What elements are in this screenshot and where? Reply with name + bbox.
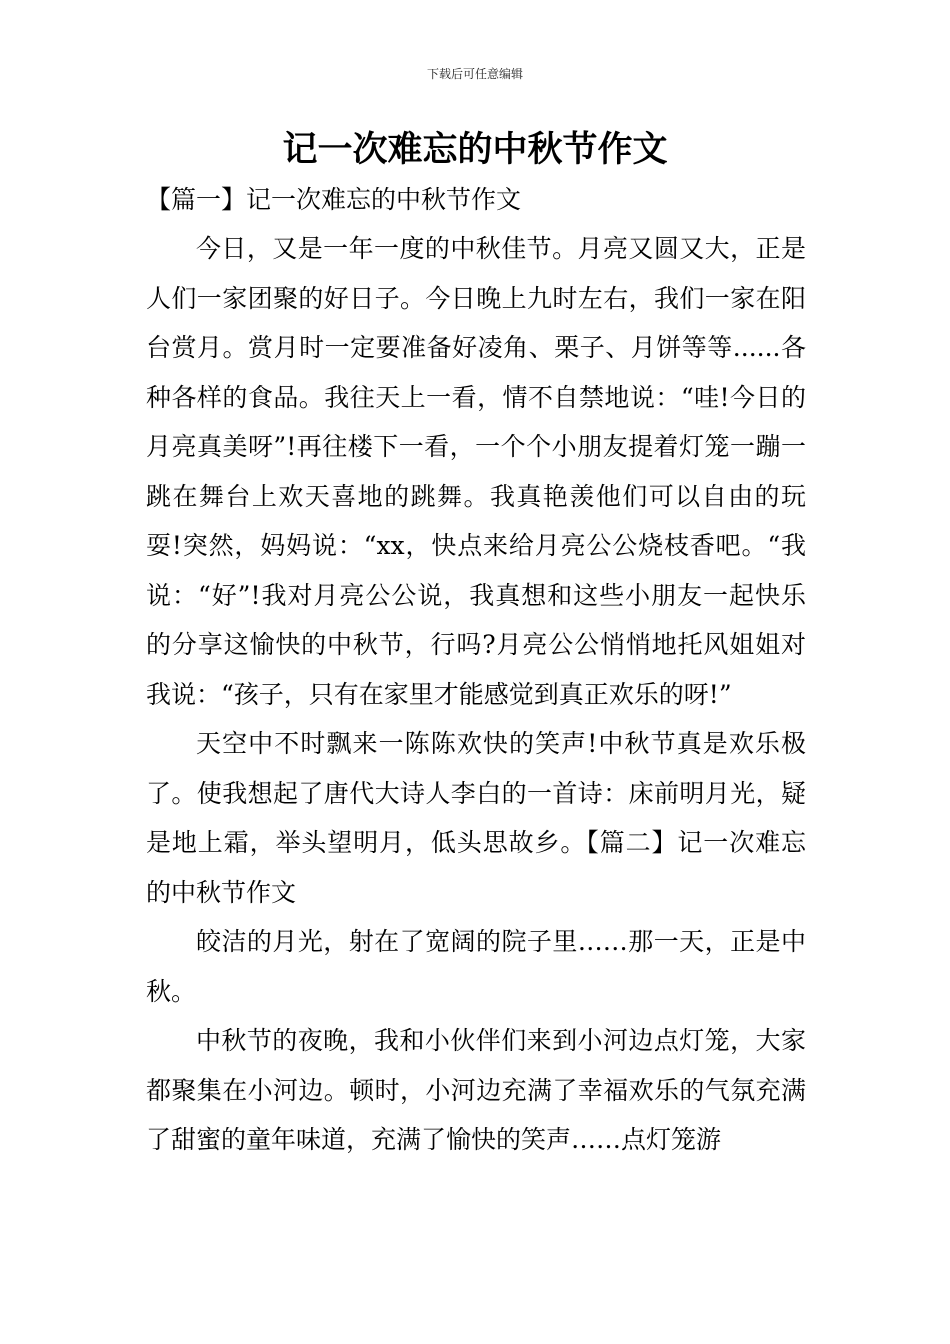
paragraph-1: 今日，又是一年一度的中秋佳节。月亮又圆又大，正是人们一家团聚的好日子。今日晚上九时左右，我们一家在阳台赏月。赏月时一定要准备好凌角、栗子、月饼等等......各种各样的食品。我往天上一看，情不自禁地说：“哇!今日的月亮真美呀”!再往楼下一看，一个个小朋友提着灯笼一蹦一跳在舞台上欢天喜地的跳舞。我真艳羡他们可以自由的玩耍!突然，妈妈说：“xx，快点来给月亮公公烧枝香吧。“我说：“好”!我对月亮公公说，我真想和这些小朋友一起快乐的分享这愉快的中秋节，行吗?月亮公公悄悄地托风姐姐对我说：“孩子，只有在家里才能感觉到真正欢乐的呀!” <box>146 234 806 709</box>
header-note: 下载后可任意编辑 <box>426 67 523 81</box>
document-body <box>146 176 806 1165</box>
section-heading: 【篇一】记一次难忘的中秋节作文 <box>146 185 522 214</box>
page-title: 记一次难忘的中秋节作文 <box>282 130 668 170</box>
paragraph-3: 皎洁的月光，射在了宽阔的院子里……那一天，正是中秋。 <box>146 927 806 1006</box>
paragraph-2: 天空中不时飘来一陈陈欢快的笑声!中秋节真是欢乐极了。使我想起了唐代大诗人李白的一首诗：床前明月光，疑是地上霜，举头望明月，低头思故乡。【篇二】记一次难忘的中秋节作文 <box>146 729 806 907</box>
paragraph-4: 中秋节的夜晚，我和小伙伴们来到小河边点灯笼，大家都聚集在小河边。顿时，小河边充满了幸福欢乐的气氛充满了甜蜜的童年味道，充满了愉快的笑声……点灯笼游 <box>146 1026 806 1154</box>
